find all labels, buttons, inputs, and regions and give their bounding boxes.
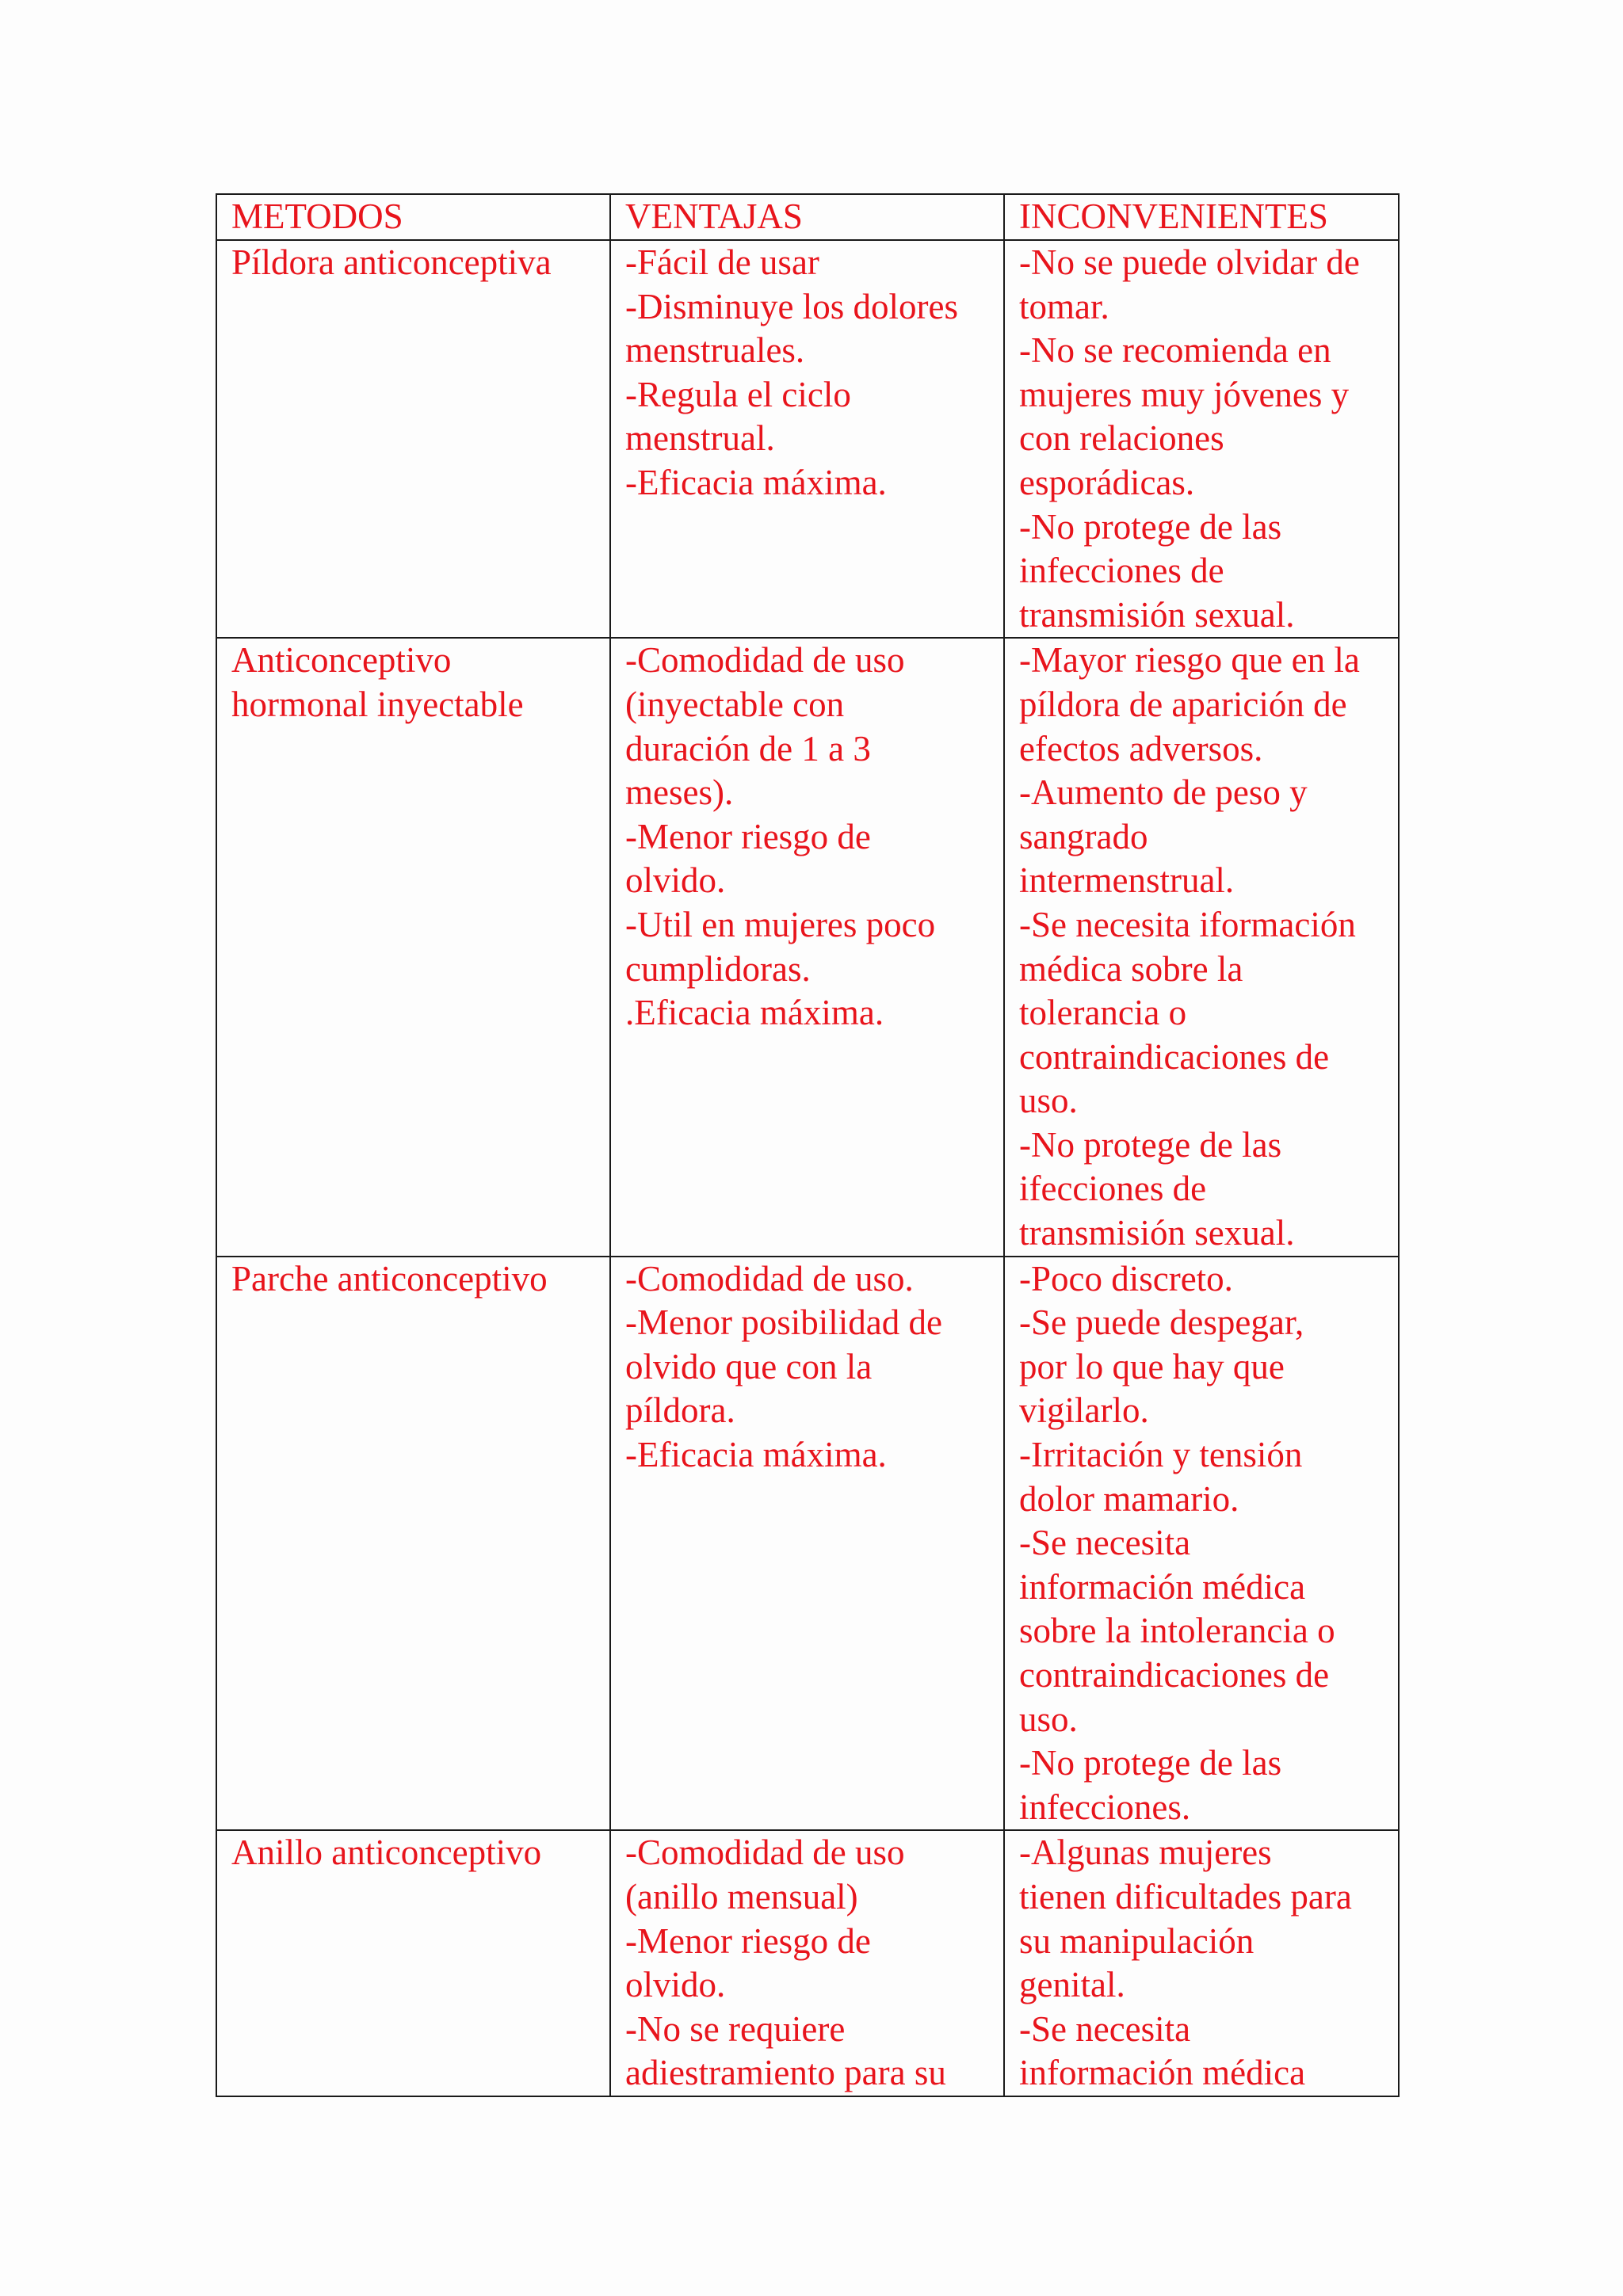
inconvenientes-cell — [1004, 1257, 1399, 1831]
cell-text-line: -Menor riesgo de — [625, 816, 871, 856]
cell-text-line: tienen dificultades para — [1019, 1876, 1352, 1917]
cell-text-line: -Mayor riesgo que en la — [1019, 640, 1360, 681]
cell-text-line: -Se necesita — [1019, 1523, 1191, 1563]
cell-text-line: vigilarlo. — [1019, 1390, 1149, 1431]
cell-text-line: -Eficacia máxima. — [625, 1435, 887, 1475]
cell-text-line: -No protege de las — [1019, 1743, 1282, 1783]
cell-text-line: -No se recomienda en — [1019, 330, 1331, 371]
ventajas-cell — [610, 240, 1004, 638]
cell-text-line: -Fácil de usar — [625, 242, 819, 282]
cell-text-line: menstruales. — [625, 330, 805, 371]
cell-text-line: información médica — [1019, 2053, 1306, 2093]
cell-text-line: -Se puede despegar, — [1019, 1302, 1304, 1343]
cell-text-line: por lo que hay que — [1019, 1346, 1285, 1386]
cell-text-line: -Menor riesgo de — [625, 1920, 871, 1961]
contraceptive-methods-table — [216, 193, 1400, 2097]
method-cell — [216, 1830, 610, 2096]
cell-text-line: adiestramiento para su — [625, 2053, 946, 2093]
cell-text-line: contraindicaciones de — [1019, 1036, 1330, 1077]
cell-text-line: (anillo mensual) — [625, 1876, 858, 1917]
cell-text-line: duración de 1 a 3 — [625, 728, 871, 769]
inconvenientes-cell — [1004, 638, 1399, 1256]
cell-text-line: contraindicaciones de — [1019, 1655, 1330, 1695]
cell-text-line: -Menor posibilidad de — [625, 1302, 942, 1343]
cell-text-line: transmisión sexual. — [1019, 1213, 1295, 1253]
cell-text-line: tomar. — [1019, 286, 1109, 326]
cell-text-line: píldora. — [625, 1390, 735, 1431]
cell-text-line: intermenstrual. — [1019, 860, 1235, 901]
cell-text-line: esporádicas. — [1019, 462, 1195, 502]
cell-text-line: infecciones. — [1019, 1787, 1191, 1827]
header-metodos: METODOS — [216, 194, 610, 240]
cell-text-line: información médica — [1019, 1566, 1306, 1607]
cell-text-line: -Se necesita iformación — [1019, 904, 1356, 944]
cell-text-line: transmisión sexual. — [1019, 594, 1295, 635]
table-row — [216, 1257, 1399, 1831]
header-inconvenientes: INCONVENIENTES — [1004, 194, 1399, 240]
cell-text-line: -No protege de las — [1019, 506, 1282, 547]
table-row — [216, 1830, 1399, 2096]
cell-text-line: infecciones de — [1019, 551, 1224, 591]
cell-text-line: ifecciones de — [1019, 1169, 1207, 1209]
table-header-row — [216, 194, 1399, 240]
method-cell — [216, 1257, 610, 1831]
cell-text-line: -Algunas mujeres — [1019, 1833, 1272, 1873]
method-cell — [216, 240, 610, 638]
cell-text-line: -Comodidad de uso — [625, 1833, 905, 1873]
cell-text-line: (inyectable con — [625, 684, 845, 724]
cell-text-line: Píldora anticonceptiva — [231, 242, 552, 282]
cell-text-line: sobre la intolerancia o — [1019, 1611, 1335, 1651]
table-row — [216, 638, 1399, 1256]
cell-text-line: .Eficacia máxima. — [625, 993, 884, 1033]
cell-text-line: meses). — [625, 772, 734, 813]
cell-text-line: médica sobre la — [1019, 948, 1243, 989]
cell-text-line: dolor mamario. — [1019, 1478, 1239, 1519]
table-body — [216, 240, 1399, 2096]
cell-text-line: genital. — [1019, 1965, 1125, 2005]
cell-text-line: uso. — [1019, 1699, 1078, 1739]
ventajas-cell — [610, 638, 1004, 1256]
ventajas-cell — [610, 1257, 1004, 1831]
cell-text-line: olvido. — [625, 1965, 726, 2005]
table-row — [216, 240, 1399, 638]
cell-text-line: olvido que con la — [625, 1346, 873, 1386]
cell-text-line: efectos adversos. — [1019, 728, 1263, 769]
cell-text-line: -Disminuye los dolores — [625, 286, 958, 326]
cell-text-line: -No protege de las — [1019, 1124, 1282, 1165]
cell-text-line: olvido. — [625, 860, 726, 901]
inconvenientes-cell — [1004, 240, 1399, 638]
cell-text-line: hormonal inyectable — [231, 684, 524, 724]
cell-text-line: -Poco discreto. — [1019, 1258, 1233, 1299]
cell-text-line: -Aumento de peso y — [1019, 772, 1308, 813]
cell-text-line: píldora de aparición de — [1019, 684, 1347, 724]
cell-text-line: cumplidoras. — [625, 948, 811, 989]
cell-text-line: con relaciones — [1019, 418, 1224, 459]
cell-text-line: Parche anticonceptivo — [231, 1258, 548, 1299]
cell-text-line: -Regula el ciclo — [625, 374, 851, 414]
cell-text-line: Anillo anticonceptivo — [231, 1833, 542, 1873]
method-cell — [216, 638, 610, 1256]
inconvenientes-cell — [1004, 1830, 1399, 2096]
cell-text-line: -No se puede olvidar de — [1019, 242, 1360, 282]
cell-text-line: sangrado — [1019, 816, 1148, 856]
cell-text-line: mujeres muy jóvenes y — [1019, 374, 1350, 414]
cell-text-line: menstrual. — [625, 418, 775, 459]
cell-text-line: -Se necesita — [1019, 2008, 1191, 2049]
ventajas-cell — [610, 1830, 1004, 2096]
cell-text-line: -Comodidad de uso. — [625, 1258, 914, 1299]
header-ventajas: VENTAJAS — [610, 194, 1004, 240]
cell-text-line: -Util en mujeres poco — [625, 904, 936, 944]
cell-text-line: su manipulación — [1019, 1920, 1254, 1961]
cell-text-line: Anticonceptivo — [231, 640, 452, 681]
cell-text-line: -Eficacia máxima. — [625, 462, 887, 502]
cell-text-line: uso. — [1019, 1081, 1078, 1121]
cell-text-line: -Irritación y tensión — [1019, 1435, 1303, 1475]
cell-text-line: tolerancia o — [1019, 993, 1187, 1033]
cell-text-line: -Comodidad de uso — [625, 640, 905, 681]
cell-text-line: -No se requiere — [625, 2008, 846, 2049]
